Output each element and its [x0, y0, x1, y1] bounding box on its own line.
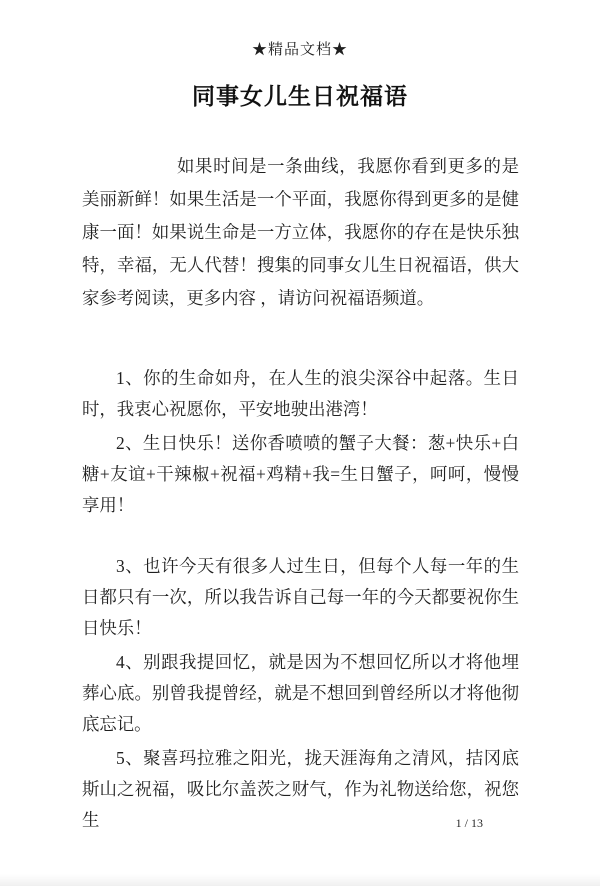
- list-item-2: 2、生日快乐！送你香喷喷的蟹子大餐：葱+快乐+白糖+友谊+干辣椒+祝福+鸡精+我=生日蟹子，呵呵，慢慢享用！: [82, 433, 519, 515]
- wishes-list: [82, 363, 519, 836]
- doc-quality-badge: ★精品文档★: [251, 42, 348, 58]
- page-number: 1 / 13: [455, 816, 483, 830]
- list-item-4: 4、别跟我提回忆，就是因为不想回忆所以才将他埋葬心底。别曾我提曾经，就是不想回到曾经所以才将他彻底忘记。: [82, 652, 519, 734]
- list-item-3: 3、也许今天有很多人过生日，但每个人每一年的生日都只有一次，所以我告诉自己每一年的今天都要祝你生日快乐！: [82, 556, 519, 638]
- intro-paragraph: 如果时间是一条曲线，我愿你看到更多的是美丽新鲜！如果生活是一个平面，我愿你得到更多的是健康一面！如果说生命是一方立体，我愿你的存在是快乐独特，幸福，无人代替！搜集的同事女儿生日祝福语，供大家参考阅读，更多内容 ，请访问祝福语频道。: [82, 156, 519, 308]
- list-item-5: 5、聚喜玛拉雅之阳光，拢天涯海角之清风，拮冈底斯山之祝福，吸比尔盖茨之财气，作为礼物送给您，祝您生: [82, 748, 519, 830]
- page-title: 同事女儿生日祝福语: [192, 84, 408, 109]
- document-page: [0, 38, 600, 886]
- list-item-1: 1、你的生命如舟，在人生的浪尖深谷中起落。生日时，我衷心祝愿你，平安地驶出港湾！: [82, 368, 519, 419]
- document-body: [0, 150, 600, 836]
